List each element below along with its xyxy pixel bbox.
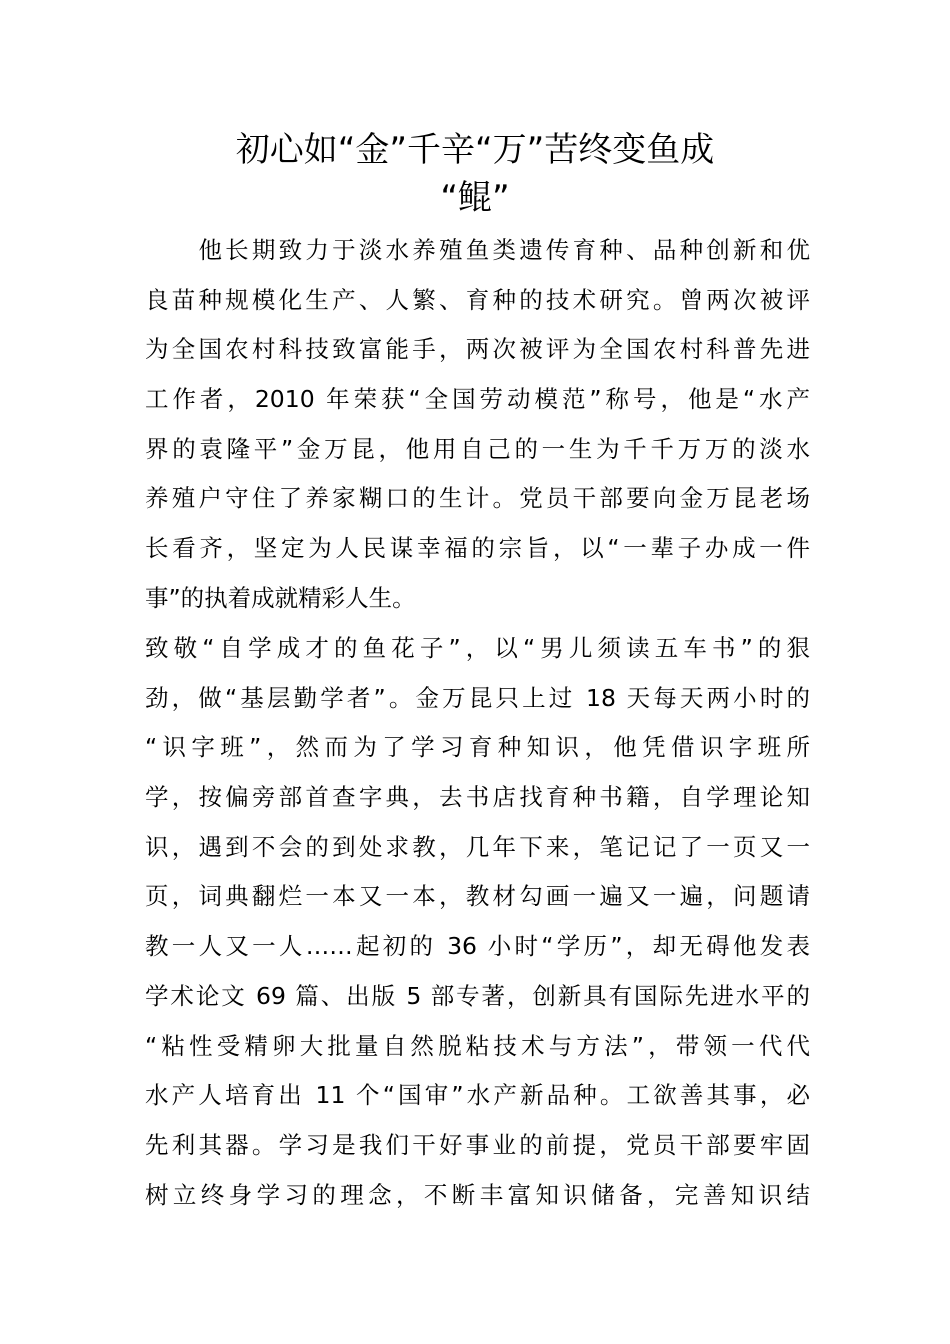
paragraph-line: 学，按偏旁部首查字典，去书店找育种书籍，自学理论知 (145, 783, 810, 812)
paragraph-line: 水产人培育出 11 个“国审”水产新品种。工欲善其事，必 (145, 1081, 810, 1110)
paragraph-line: 事”的执着成就精彩人生。 (145, 583, 416, 612)
paragraph-line: 学术论文 69 篇、出版 5 部专著，创新具有国际先进水平的 (145, 981, 810, 1010)
paragraph-line: 识，遇到不会的到处求教，几年下来，笔记记了一页又一 (145, 832, 810, 861)
paragraph-line: 教一人又一人……起初的 36 小时“学历”，却无碍他发表 (145, 932, 810, 961)
paragraph-line: 养殖户守住了养家糊口的生计。党员干部要向金万昆老场 (145, 484, 810, 513)
paragraph-line: 致敬“自学成才的鱼花子”，以“男儿须读五车书”的狠 (145, 634, 810, 662)
paragraph-line: 他长期致力于淡水养殖鱼类遗传育种、品种创新和优 (145, 236, 810, 264)
paragraph-2 (145, 624, 810, 1220)
paragraph-line: 为全国农村科技致富能手，两次被评为全国农村科普先进 (145, 335, 810, 364)
paragraph-1 (145, 226, 810, 624)
paragraph-line: 先利其器。学习是我们干好事业的前提，党员干部要牢固 (145, 1130, 810, 1159)
paragraph-line: 树立终身学习的理念，不断丰富知识储备，完善知识结 (145, 1180, 810, 1209)
paragraph-line: 劲，做“基层勤学者”。金万昆只上过 18 天每天两小时的 (145, 683, 810, 712)
paragraph-line: 页，词典翻烂一本又一本，教材勾画一遍又一遍，问题请 (145, 882, 810, 911)
document-title-line-2: “鲲” (440, 178, 510, 218)
paragraph-line: 界的袁隆平”金万昆，他用自己的一生为千千万万的淡水 (145, 434, 810, 463)
paragraph-line: 工作者，2010 年荣获“全国劳动模范”称号，他是“水产 (145, 385, 810, 414)
paragraph-line: “识字班”，然而为了学习育种知识，他凭借识字班所 (145, 733, 810, 762)
document-title-line-1: 初心如“金”千辛“万”苦终变鱼成 (235, 130, 715, 170)
paragraph-line: 良苗种规模化生产、人繁、育种的技术研究。曾两次被评 (145, 285, 810, 314)
paragraph-line: 长看齐，坚定为人民谋幸福的宗旨，以“一辈子办成一件 (145, 534, 810, 563)
paragraph-line: “粘性受精卵大批量自然脱粘技术与方法”，带领一代代 (145, 1031, 810, 1060)
